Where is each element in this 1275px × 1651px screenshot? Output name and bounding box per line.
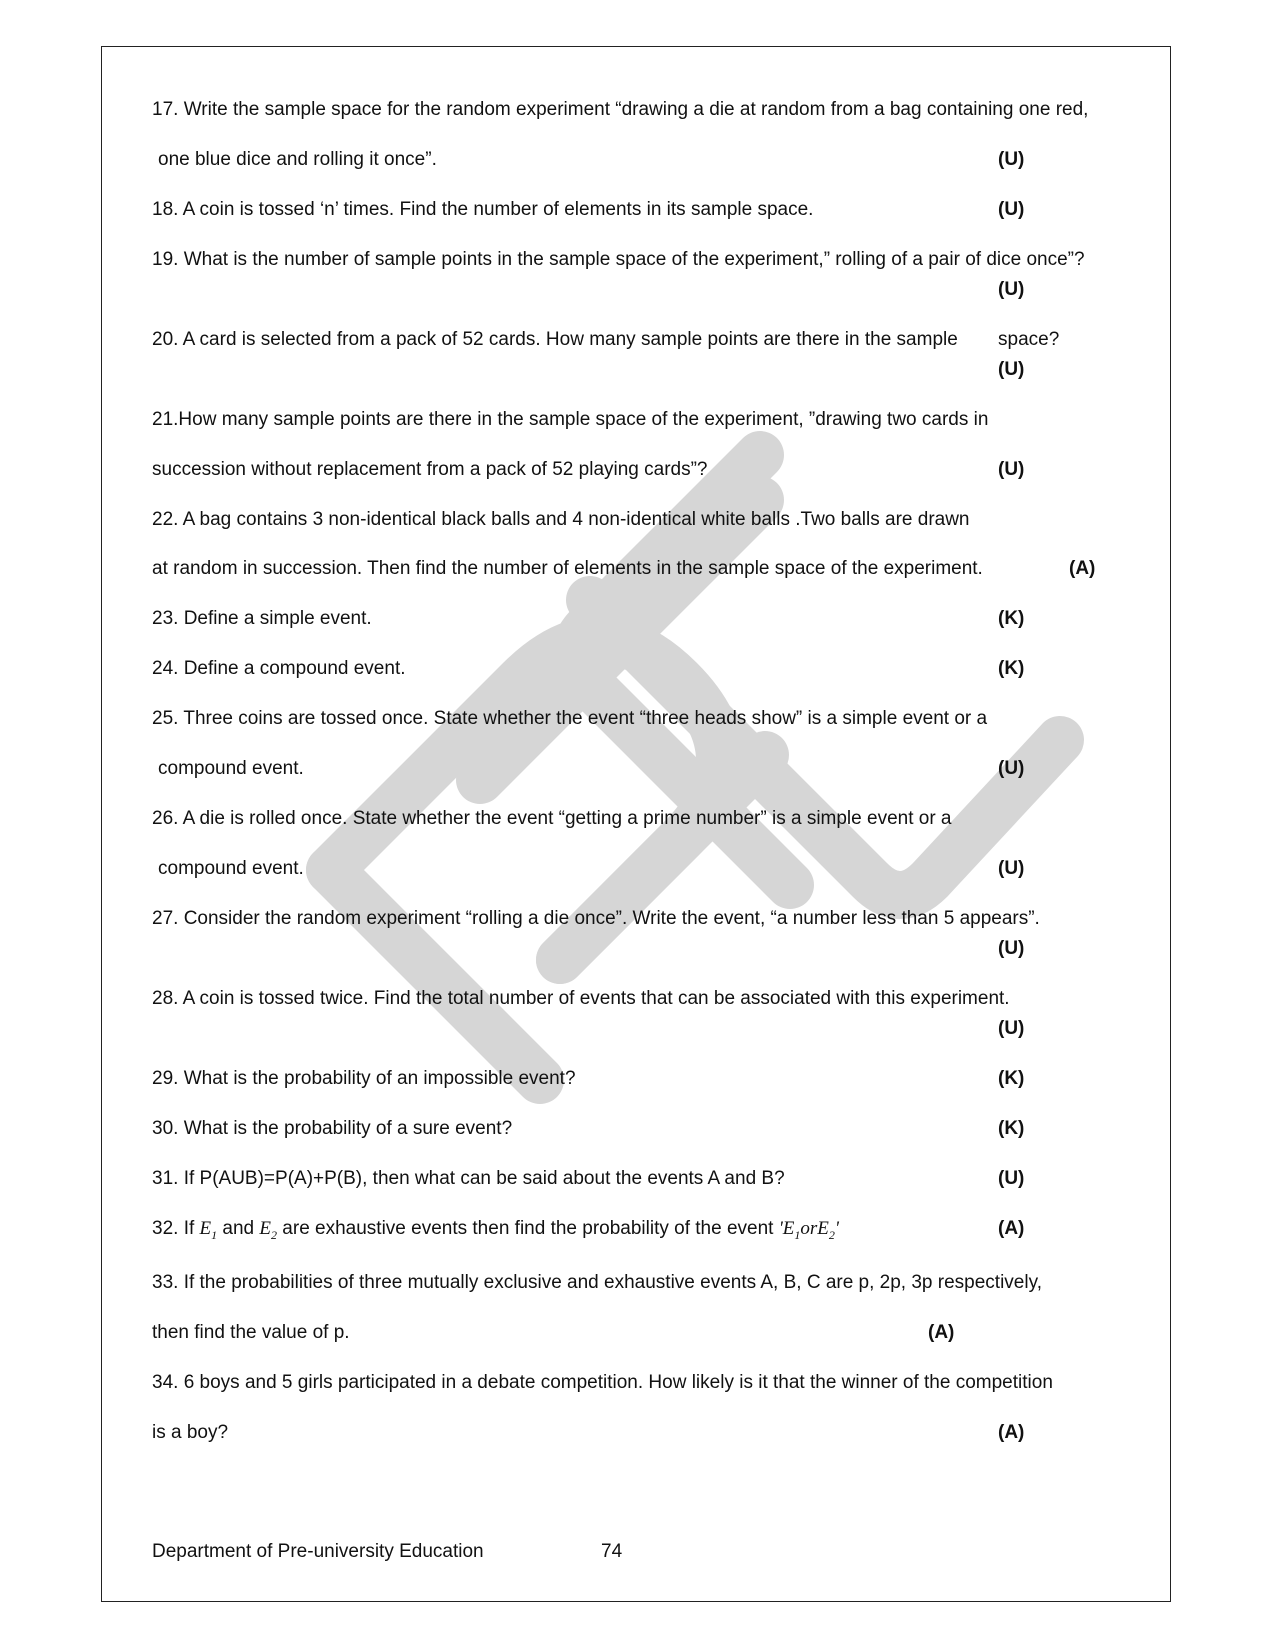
question-18-line1: 18. A coin is tossed ‘n’ times. Find the number of elements in its sample space. — [152, 199, 814, 220]
event-e2: $E_2$ — [259, 1218, 278, 1242]
question-30-level: (K) — [998, 1118, 1025, 1139]
question-21-line2: succession without replacement from a pack of 52 playing cards”? — [152, 459, 708, 480]
question-24-line1: 24. Define a compound event. — [152, 658, 406, 679]
question-32-text-b: and — [217, 1218, 260, 1239]
question-28-line1: 28. A coin is tossed twice. Find the total number of events that can be associated with this experiment. — [152, 988, 1010, 1009]
question-17-level: (U) — [998, 149, 1025, 170]
question-22-level: (A) — [1069, 558, 1096, 579]
question-29-level: (K) — [998, 1068, 1025, 1089]
question-27-line1: 27. Consider the random experiment “rolling a die once”. Write the event, “a number less than 5 appears”. — [152, 908, 1040, 929]
footer-department: Department of Pre-university Education — [152, 1541, 484, 1562]
question-32-text-c: are exhaustive events then find the probability of the event — [277, 1218, 779, 1239]
question-33-line2: then find the value of p. — [152, 1322, 350, 1343]
question-25-level: (U) — [998, 758, 1025, 779]
question-30-line1: 30. What is the probability of a sure event? — [152, 1118, 513, 1139]
question-21-level: (U) — [998, 459, 1025, 480]
question-32-text-a: 32. If — [152, 1218, 200, 1239]
question-27-level: (U) — [998, 938, 1025, 959]
footer-page-number: 74 — [601, 1541, 623, 1562]
question-31-line1: 31. If P(AUB)=P(A)+P(B), then what can be said about the events A and B? — [152, 1168, 785, 1189]
question-19-level: (U) — [998, 279, 1025, 300]
question-22-line2: at random in succession. Then find the number of elements in the sample space of the experiment. — [152, 558, 983, 579]
question-33-level: (A) — [928, 1322, 955, 1343]
question-26-level: (U) — [998, 858, 1025, 879]
question-22-line1: 22. A bag contains 3 non-identical black balls and 4 non-identical white balls .Two balls are drawn — [152, 509, 970, 530]
question-26-line2: compound event. — [158, 858, 304, 879]
question-29-line1: 29. What is the probability of an impossible event? — [152, 1068, 576, 1089]
question-34-line2: is a boy? — [152, 1422, 229, 1443]
question-19-line1: 19. What is the number of sample points in the sample space of the experiment,” rolling of a pair of dice once”? — [152, 249, 1085, 270]
event-e1: $E_1$ — [199, 1218, 218, 1242]
question-32-level: (A) — [998, 1218, 1025, 1239]
question-23-level: (K) — [998, 608, 1025, 629]
question-32-line1 — [152, 1217, 839, 1247]
question-20-level: (U) — [998, 359, 1025, 380]
question-23-line1: 23. Define a simple event. — [152, 608, 372, 629]
question-25-line1: 25. Three coins are tossed once. State whether the event “three heads show” is a simple event or a — [152, 708, 988, 729]
question-25-line2: compound event. — [158, 758, 304, 779]
question-34-level: (A) — [998, 1422, 1025, 1443]
question-33-line1: 33. If the probabilities of three mutually exclusive and exhaustive events A, B, C are p, 2p, 3p respectively, — [152, 1272, 1042, 1293]
question-17-line1: 17. Write the sample space for the random experiment “drawing a die at random from a bag containing one red, — [152, 99, 1089, 120]
question-31-level: (U) — [998, 1168, 1025, 1189]
question-18-level: (U) — [998, 199, 1025, 220]
question-21-line1: 21.How many sample points are there in the sample space of the experiment, ”drawing two cards in — [152, 409, 989, 430]
event-expression: '$E_1orE_2$' — [778, 1218, 839, 1242]
question-17-line2: one blue dice and rolling it once”. — [158, 149, 437, 170]
question-28-level: (U) — [998, 1018, 1025, 1039]
question-24-level: (K) — [998, 658, 1025, 679]
question-34-line1: 34. 6 boys and 5 girls participated in a debate competition. How likely is it that the winner of the competition — [152, 1372, 1053, 1393]
question-20-line1b: space? — [998, 329, 1060, 350]
question-26-line1: 26. A die is rolled once. State whether the event “getting a prime number” is a simple event or a — [152, 808, 952, 829]
question-20-line1: 20. A card is selected from a pack of 52 cards. How many sample points are there in the sample — [152, 329, 958, 350]
